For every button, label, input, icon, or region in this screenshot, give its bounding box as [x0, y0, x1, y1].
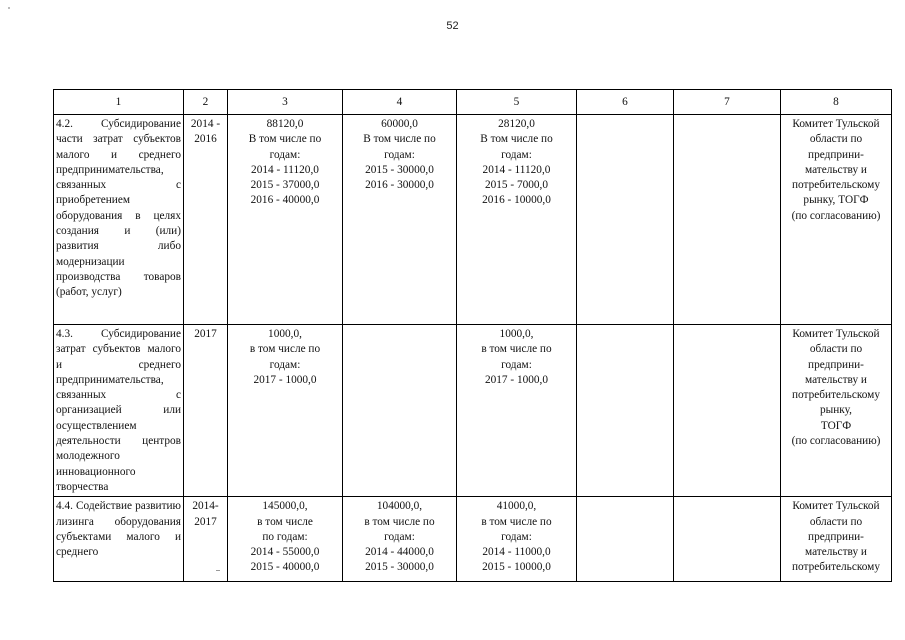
funding-column-7-cell [674, 497, 781, 582]
header-cell-7: 7 [674, 90, 781, 115]
page-number: 52 [446, 20, 459, 32]
period-cell: 2014 - 2016 [184, 115, 228, 325]
header-cell-4: 4 [343, 90, 457, 115]
table-row [54, 497, 892, 582]
scan-corner-mark [8, 7, 10, 9]
header-cell-5: 5 [457, 90, 577, 115]
table-row [54, 325, 892, 497]
funding-column-4-cell: 104000,0, в том числе по годам: 2014 - 44000,0 2015 - 30000,0 [343, 497, 457, 582]
period-cell: 2017 [184, 325, 228, 497]
total-funding-cell: 1000,0, в том числе по годам: 2017 - 1000,0 [228, 325, 343, 497]
measure-name-cell: 4.2. Субсидирование части затрат субъектов малого и среднего предпринимательства, связанных с приобретением оборудования в целях создания и (или) развития либо модернизации производства товаров (работ, услуг) [54, 115, 184, 325]
funding-column-6-cell [577, 325, 674, 497]
funding-column-5-cell: 1000,0, в том числе по годам: 2017 - 1000,0 [457, 325, 577, 497]
total-funding-cell: 145000,0, в том числе по годам: 2014 - 55000,0 2015 - 40000,0 [228, 497, 343, 582]
program-measures-table [53, 89, 892, 582]
period-cell: 2014- 2017 [184, 497, 228, 582]
header-row [54, 90, 892, 115]
header-cell-2: 2 [184, 90, 228, 115]
funding-column-6-cell [577, 115, 674, 325]
funding-column-4-cell [343, 325, 457, 497]
total-funding-cell: 88120,0 В том числе по годам: 2014 - 11120,0 2015 - 37000,0 2016 - 40000,0 [228, 115, 343, 325]
header-cell-6: 6 [577, 90, 674, 115]
funding-column-5-cell: 28120,0 В том числе по годам: 2014 - 11120,0 2015 - 7000,0 2016 - 10000,0 [457, 115, 577, 325]
measure-name-cell: 4.4. Содействие развитию лизинга оборудования субъектами малого и среднего [54, 497, 184, 582]
funding-column-7-cell [674, 325, 781, 497]
header-cell-1: 1 [54, 90, 184, 115]
funding-column-5-cell: 41000,0, в том числе по годам: 2014 - 11000,0 2015 - 10000,0 [457, 497, 577, 582]
funding-column-6-cell [577, 497, 674, 582]
funding-column-7-cell [674, 115, 781, 325]
responsible-cell: Комитет Тульской области по предприни- мательству и потребительскому рынку, ТОГФ (по согласованию) [781, 325, 892, 497]
scan-stray-mark [216, 570, 220, 571]
responsible-cell: Комитет Тульской области по предприни- мательству и потребительскому рынку, ТОГФ (по согласованию) [781, 115, 892, 325]
measure-name-cell: 4.3. Субсидирование затрат субъектов малого и среднего предпринимательства, связанных с организацией или осуществлением деятельности центров молодежного инновационного творчества [54, 325, 184, 497]
responsible-cell: Комитет Тульской области по предприни- мательству и потребительскому [781, 497, 892, 582]
funding-column-4-cell: 60000,0 В том числе по годам: 2015 - 30000,0 2016 - 30000,0 [343, 115, 457, 325]
header-cell-8: 8 [781, 90, 892, 115]
table-row [54, 115, 892, 325]
header-cell-3: 3 [228, 90, 343, 115]
